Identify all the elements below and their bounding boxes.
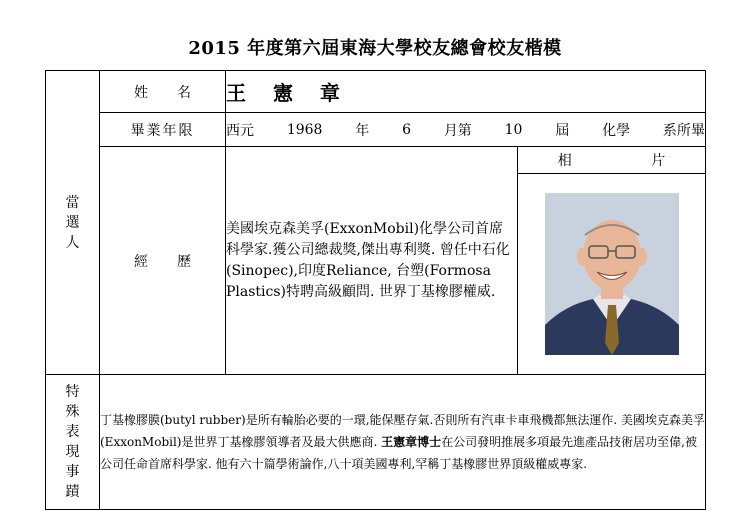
candidate-label: 當 選 人 (46, 71, 100, 375)
portrait-photo (545, 193, 679, 355)
highlight-name: 王憲章博士 (381, 435, 442, 449)
name-label: 姓 名 (100, 71, 226, 113)
name-value: 王 憲 章 (226, 71, 706, 113)
photo-label: 相 片 (518, 147, 705, 174)
special-label: 特 殊 表 現 事 蹟 (46, 375, 100, 510)
award-form-table (45, 70, 706, 510)
graduation-value: 西元 1968 年 6 月第 10 屆 化學 系所畢 (226, 113, 706, 147)
graduation-label: 畢業年限 (100, 113, 226, 147)
photo-cell (518, 147, 706, 375)
page-title: 2015 年度第六屆東海大學校友總會校友楷模 (188, 38, 562, 59)
experience-value: 美國埃克森美孚(ExxonMobil)化學公司首席科學家.獲公司總裁獎,傑出專利獎. 曾任中石化(Sinopec),印度Reliance, 台塑(Formosa Plastics)特聘高級顧問. 世界丁基橡膠權威. (226, 147, 518, 375)
experience-label: 經 歷 (100, 147, 226, 375)
special-achievements: 丁基橡膠膜(butyl rubber)是所有輪胎必要的一環,能保壓存氣.否則所有汽車卡車飛機都無法運作. 美國埃克森美孚(ExxonMobil)是世界丁基橡膠領導者及最大供應商. 王憲章博士在公司發明推展多項最先進產品技術居功至偉,被公司任命首席科學家. 他有六十篇學術論作,八十項美國專利,罕稱丁基橡膠世界頂級權威專家. (100, 375, 706, 510)
